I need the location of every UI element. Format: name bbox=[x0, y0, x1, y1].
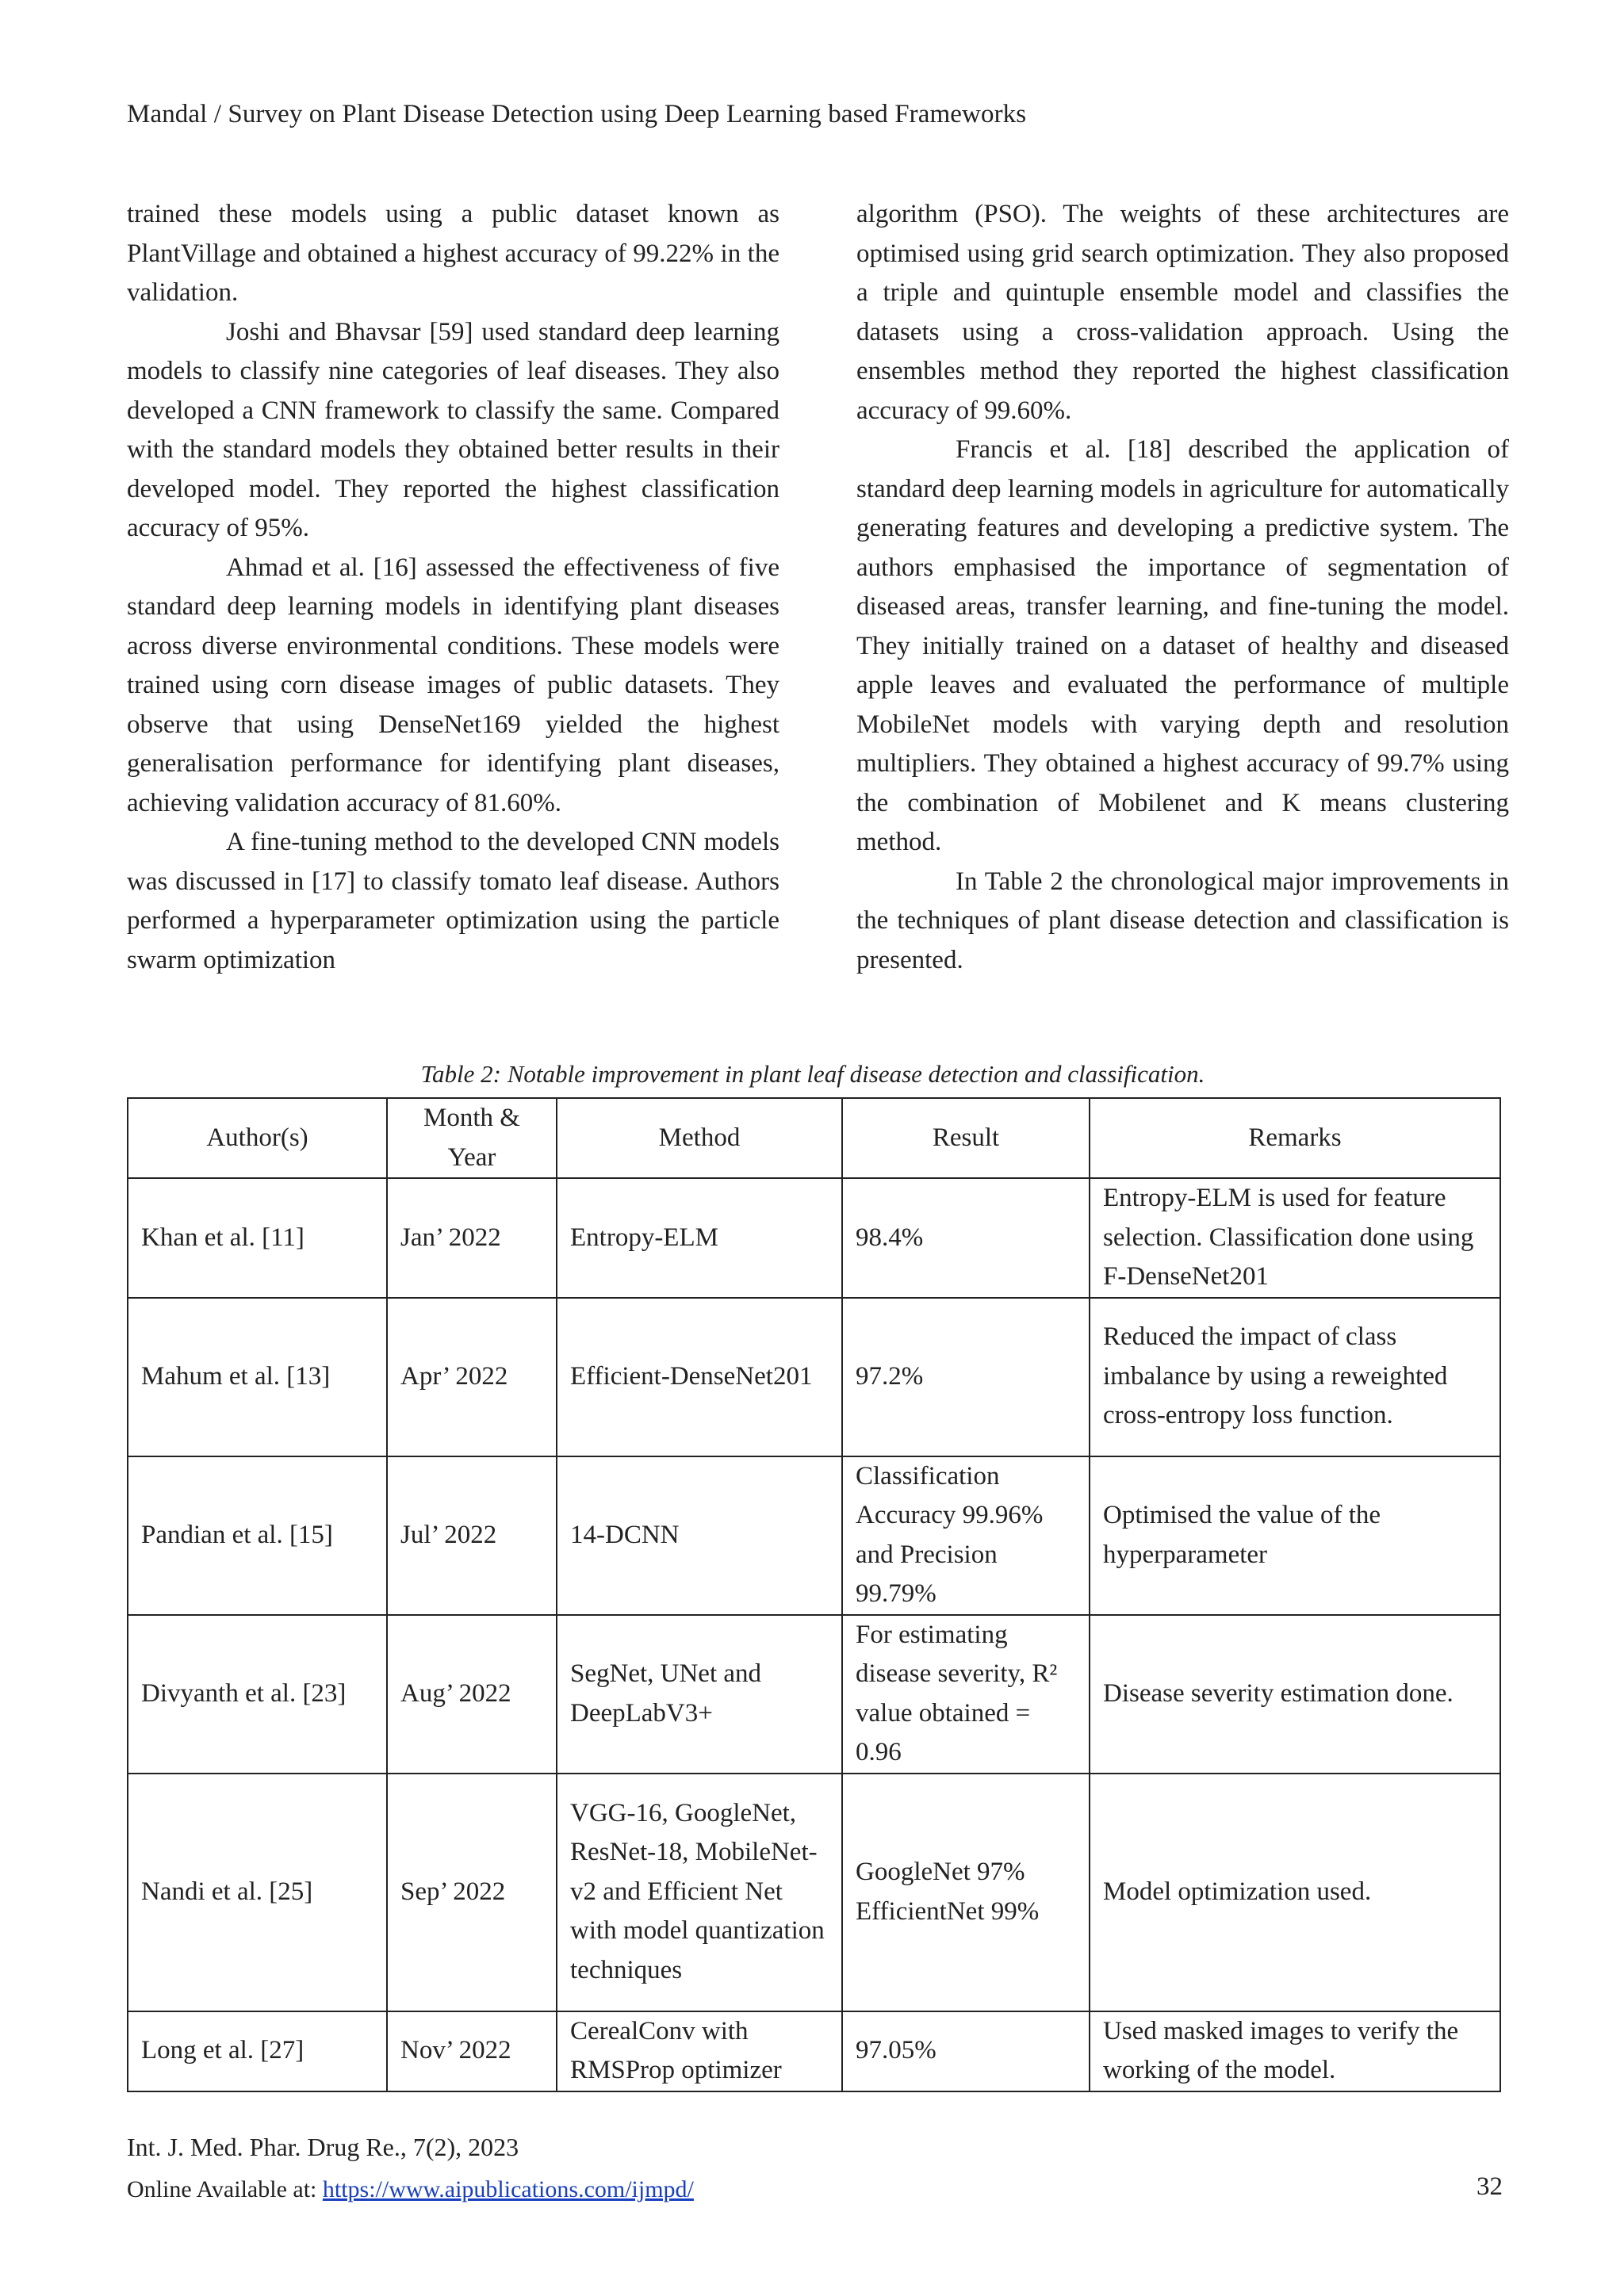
right-paragraph-3: In Table 2 the chronological major improvements in the techniques of plant disease detection and classification is presented. bbox=[856, 867, 1509, 974]
left-column bbox=[127, 195, 779, 980]
header-remarks: Remarks bbox=[1090, 1098, 1500, 1178]
table-header-row bbox=[128, 1098, 1500, 1178]
cell-remarks: Optimised the value of the hyperparameter bbox=[1090, 1456, 1500, 1615]
cell-remarks: Model optimization used. bbox=[1090, 1774, 1500, 2011]
header-month-year: Month & Year bbox=[387, 1098, 557, 1178]
page-number: 32 bbox=[1477, 2172, 1503, 2201]
table-row bbox=[128, 1298, 1500, 1456]
cell-author: Nandi et al. [25] bbox=[128, 1774, 387, 2011]
cell-remarks: Entropy-ELM is used for feature selection. Classification done using F-DenseNet201 bbox=[1090, 1178, 1500, 1298]
cell-result: 98.4% bbox=[842, 1178, 1090, 1298]
online-availability bbox=[127, 2176, 694, 2203]
cell-remarks: Reduced the impact of class imbalance by using a reweighted cross-entropy loss function. bbox=[1090, 1298, 1500, 1456]
cell-method: Entropy-ELM bbox=[557, 1178, 842, 1298]
cell-result: Classification Accuracy 99.96% and Precision 99.79% bbox=[842, 1456, 1090, 1615]
cell-result: 97.2% bbox=[842, 1298, 1090, 1456]
right-paragraph-1: algorithm (PSO). The weights of these architectures are optimised using grid search optimization. They also proposed a triple and quintuple ensemble model and classifies the datasets using a cross-validation approach. Using the ensembles method they reported the highest classification accuracy of 99.60%. bbox=[856, 200, 1509, 425]
cell-date: Aug’ 2022 bbox=[387, 1615, 557, 1774]
cell-date: Apr’ 2022 bbox=[387, 1298, 557, 1456]
table-row bbox=[128, 2011, 1500, 2091]
cell-date: Jan’ 2022 bbox=[387, 1178, 557, 1298]
cell-method: 14-DCNN bbox=[557, 1456, 842, 1615]
cell-date: Sep’ 2022 bbox=[387, 1774, 557, 2011]
running-header: Mandal / Survey on Plant Disease Detection using Deep Learning based Frameworks bbox=[127, 100, 1027, 128]
cell-author: Divyanth et al. [23] bbox=[128, 1615, 387, 1774]
left-paragraph-1: trained these models using a public dataset known as PlantVillage and obtained a highest accuracy of 99.22% in the validation. bbox=[127, 200, 779, 307]
table-caption: Table 2: Notable improvement in plant leaf disease detection and classification. bbox=[420, 1060, 1205, 1088]
left-paragraph-3: Ahmad et al. [16] assessed the effectiveness of five standard deep learning models in identifying plant diseases across diverse environmental conditions. These models were trained using corn disease images of public datasets. They observe that using DenseNet169 yielded the highest generalisation performance for identifying plant diseases, achieving validation accuracy of 81.60%. bbox=[127, 553, 779, 817]
cell-date: Jul’ 2022 bbox=[387, 1456, 557, 1615]
cell-result: GoogleNet 97% EfficientNet 99% bbox=[842, 1774, 1090, 2011]
table-row bbox=[128, 1615, 1500, 1774]
cell-method: CerealConv with RMSProp optimizer bbox=[557, 2011, 842, 2091]
cell-method: Efficient-DenseNet201 bbox=[557, 1298, 842, 1456]
right-column bbox=[856, 195, 1509, 980]
table-row bbox=[128, 1178, 1500, 1298]
cell-author: Khan et al. [11] bbox=[128, 1178, 387, 1298]
cell-method: SegNet, UNet and DeepLabV3+ bbox=[557, 1615, 842, 1774]
cell-method: VGG-16, GoogleNet, ResNet-18, MobileNet-v2 and Efficient Net with model quantization techniques bbox=[557, 1774, 842, 2011]
cell-author: Long et al. [27] bbox=[128, 2011, 387, 2091]
cell-result: For estimating disease severity, R² value obtained = 0.96 bbox=[842, 1615, 1090, 1774]
right-paragraph-2: Francis et al. [18] described the application of standard deep learning models in agriculture for automatically generating features and developing a predictive system. The authors emphasised the importance of segmentation of diseased areas, transfer learning, and fine-tuning the model. They initially trained on a dataset of healthy and diseased apple leaves and evaluated the performance of multiple MobileNet models with varying depth and resolution multipliers. They obtained a highest accuracy of 99.7% using the combination of Mobilenet and K means clustering method. bbox=[856, 435, 1509, 856]
cell-author: Mahum et al. [13] bbox=[128, 1298, 387, 1456]
table-row bbox=[128, 1456, 1500, 1615]
cell-remarks: Disease severity estimation done. bbox=[1090, 1615, 1500, 1774]
improvements-table bbox=[127, 1097, 1501, 2092]
online-label: Online Available at: bbox=[127, 2176, 323, 2202]
journal-url-link[interactable]: https://www.aipublications.com/ijmpd/ bbox=[322, 2176, 694, 2202]
left-paragraph-2: Joshi and Bhavsar [59] used standard deep learning models to classify nine categories of leaf diseases. They also developed a CNN framework to classify the same. Compared with the standard models they obtained better results in their developed model. They reported the highest classification accuracy of 95%. bbox=[127, 317, 779, 542]
cell-date: Nov’ 2022 bbox=[387, 2011, 557, 2091]
journal-citation: Int. J. Med. Phar. Drug Re., 7(2), 2023 bbox=[127, 2133, 519, 2161]
header-result: Result bbox=[842, 1098, 1090, 1178]
cell-result: 97.05% bbox=[842, 2011, 1090, 2091]
left-paragraph-4: A fine-tuning method to the developed CNN models was discussed in [17] to classify tomato leaf disease. Authors performed a hyperparameter optimization using the particle swarm optimization bbox=[127, 828, 779, 974]
header-authors: Author(s) bbox=[128, 1098, 387, 1178]
header-method: Method bbox=[557, 1098, 842, 1178]
cell-remarks: Used masked images to verify the working of the model. bbox=[1090, 2011, 1500, 2091]
cell-author: Pandian et al. [15] bbox=[128, 1456, 387, 1615]
table-row bbox=[128, 1774, 1500, 2011]
